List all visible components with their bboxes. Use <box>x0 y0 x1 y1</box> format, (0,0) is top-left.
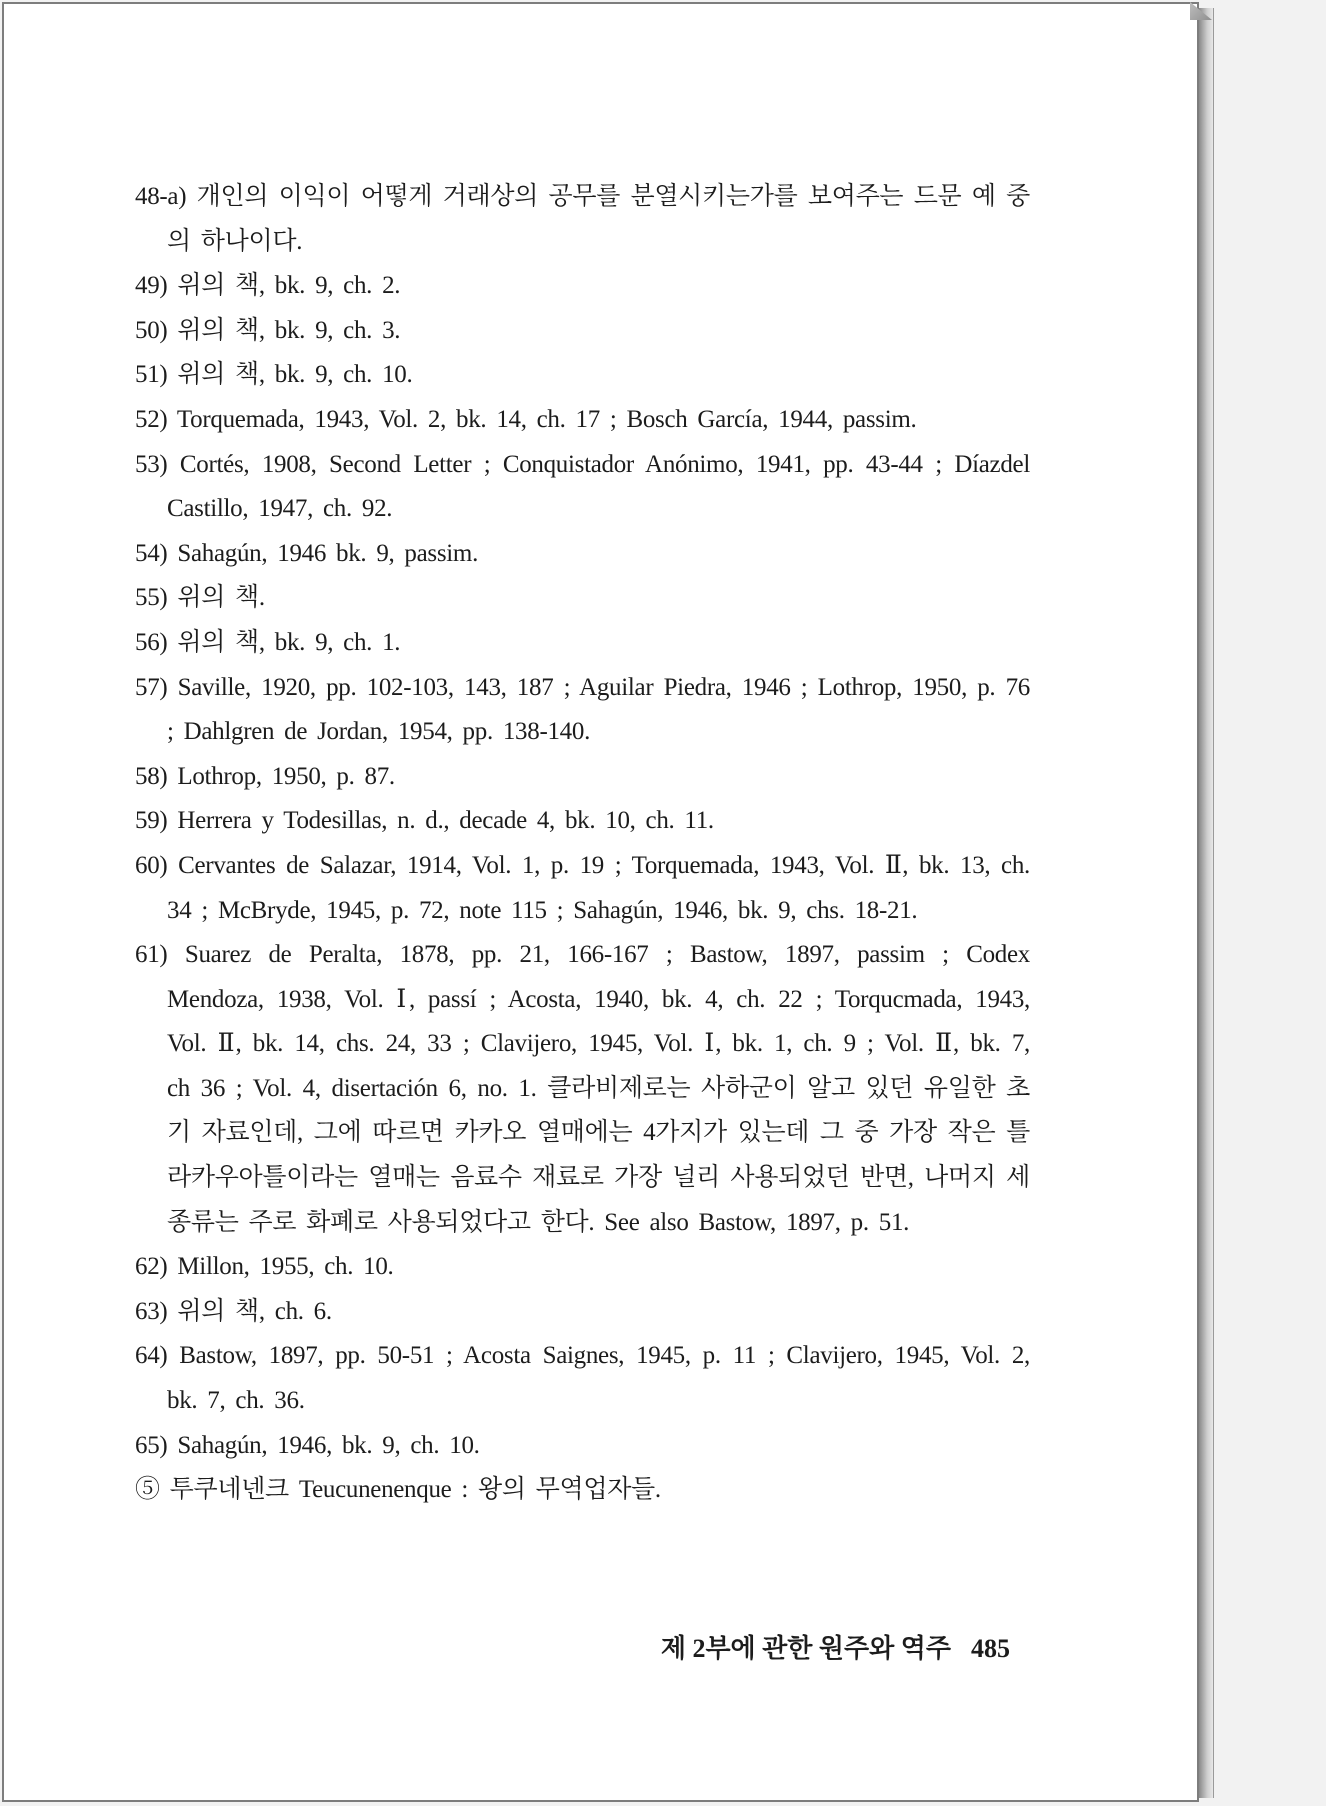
page-edge-shadow <box>1199 8 1214 1798</box>
endnote-60: 60) Cervantes de Salazar, 1914, Vol. 1, p. 19 ; Torquemada, 1943, Vol. Ⅱ, bk. 13, ch. 34 ; McBryde, 1945, p. 72, note 115 ; Sahagún, 1946, bk. 9, chs. 18-21. <box>135 851 1030 924</box>
endnote-49: 49) 위의 책, bk. 9, ch. 2. <box>135 272 401 300</box>
endnote-52: 52) Torquemada, 1943, Vol. 2, bk. 14, ch. 17 ; Bosch García, 1944, passim. <box>135 405 917 433</box>
running-footer <box>600 1628 1010 1665</box>
translator-note-5: ⑤ 투쿠네넨크 Teucunenenque : 왕의 무역업자들. <box>135 1476 661 1504</box>
endnote-57: 57) Saville, 1920, pp. 102-103, 143, 187 ; Aguilar Piedra, 1946 ; Lothrop, 1950, p. 76 ; Dahlgren de Jordan, 1954, pp. 138-140. <box>135 673 1030 746</box>
endnote-59: 59) Herrera y Todesillas, n. d., decade 4, bk. 10, ch. 11. <box>135 807 714 835</box>
endnotes-list <box>135 175 1030 1513</box>
footer-section-title: 제 2부에 관한 원주와 역주 <box>660 1634 951 1663</box>
endnote-54: 54) Sahagún, 1946 bk. 9, passim. <box>135 539 479 567</box>
endnote-65: 65) Sahagún, 1946, bk. 9, ch. 10. <box>135 1431 480 1459</box>
endnote-64: 64) Bastow, 1897, pp. 50-51 ; Acosta Saignes, 1945, p. 11 ; Clavijero, 1945, Vol. 2, bk. 7, ch. 36. <box>135 1342 1030 1415</box>
endnote-50: 50) 위의 책, bk. 9, ch. 3. <box>135 316 401 344</box>
endnote-55: 55) 위의 책. <box>135 584 265 612</box>
page-number: 485 <box>971 1634 1010 1663</box>
endnote-53: 53) Cortés, 1908, Second Letter ; Conquistador Anónimo, 1941, pp. 43-44 ; Díazdel Castillo, 1947, ch. 92. <box>135 450 1030 523</box>
endnote-62: 62) Millon, 1955, ch. 10. <box>135 1253 394 1281</box>
endnote-61: 61) Suarez de Peralta, 1878, pp. 21, 166-167 ; Bastow, 1897, passim ; Codex Mendoza, 1938, Vol. Ⅰ, passí ; Acosta, 1940, bk. 4, ch. 22 ; Torqucmada, 1943, Vol. Ⅱ, bk. 14, chs. 24, 33 ; Clavijero, 1945, Vol. Ⅰ, bk. 1, ch. 9 ; Vol. Ⅱ, bk. 7, ch 36 ; Vol. 4, disertación 6, no. 1. 클라비제로는 사하군이 알고 있던 유일한 초기 자료인데, 그에 따르면 카카오 열매에는 4가지가 있는데 그 중 가장 작은 틀라카우아틀이라는 열매는 음료수 재료로 가장 널리 사용되었던 반면, 나머지 세 종류는 주로 화폐로 사용되었다고 한다. See also Bastow, 1897, p. 51. <box>135 941 1030 1236</box>
endnote-58: 58) Lothrop, 1950, p. 87. <box>135 762 395 790</box>
endnote-56: 56) 위의 책, bk. 9, ch. 1. <box>135 628 401 656</box>
endnote-51: 51) 위의 책, bk. 9, ch. 10. <box>135 361 413 389</box>
endnote-63: 63) 위의 책, ch. 6. <box>135 1297 332 1325</box>
endnote-48a: 48-a) 개인의 이익이 어떻게 거래상의 공무를 분열시키는가를 보여주는 드문 예 중의 하나이다. <box>135 183 1030 255</box>
